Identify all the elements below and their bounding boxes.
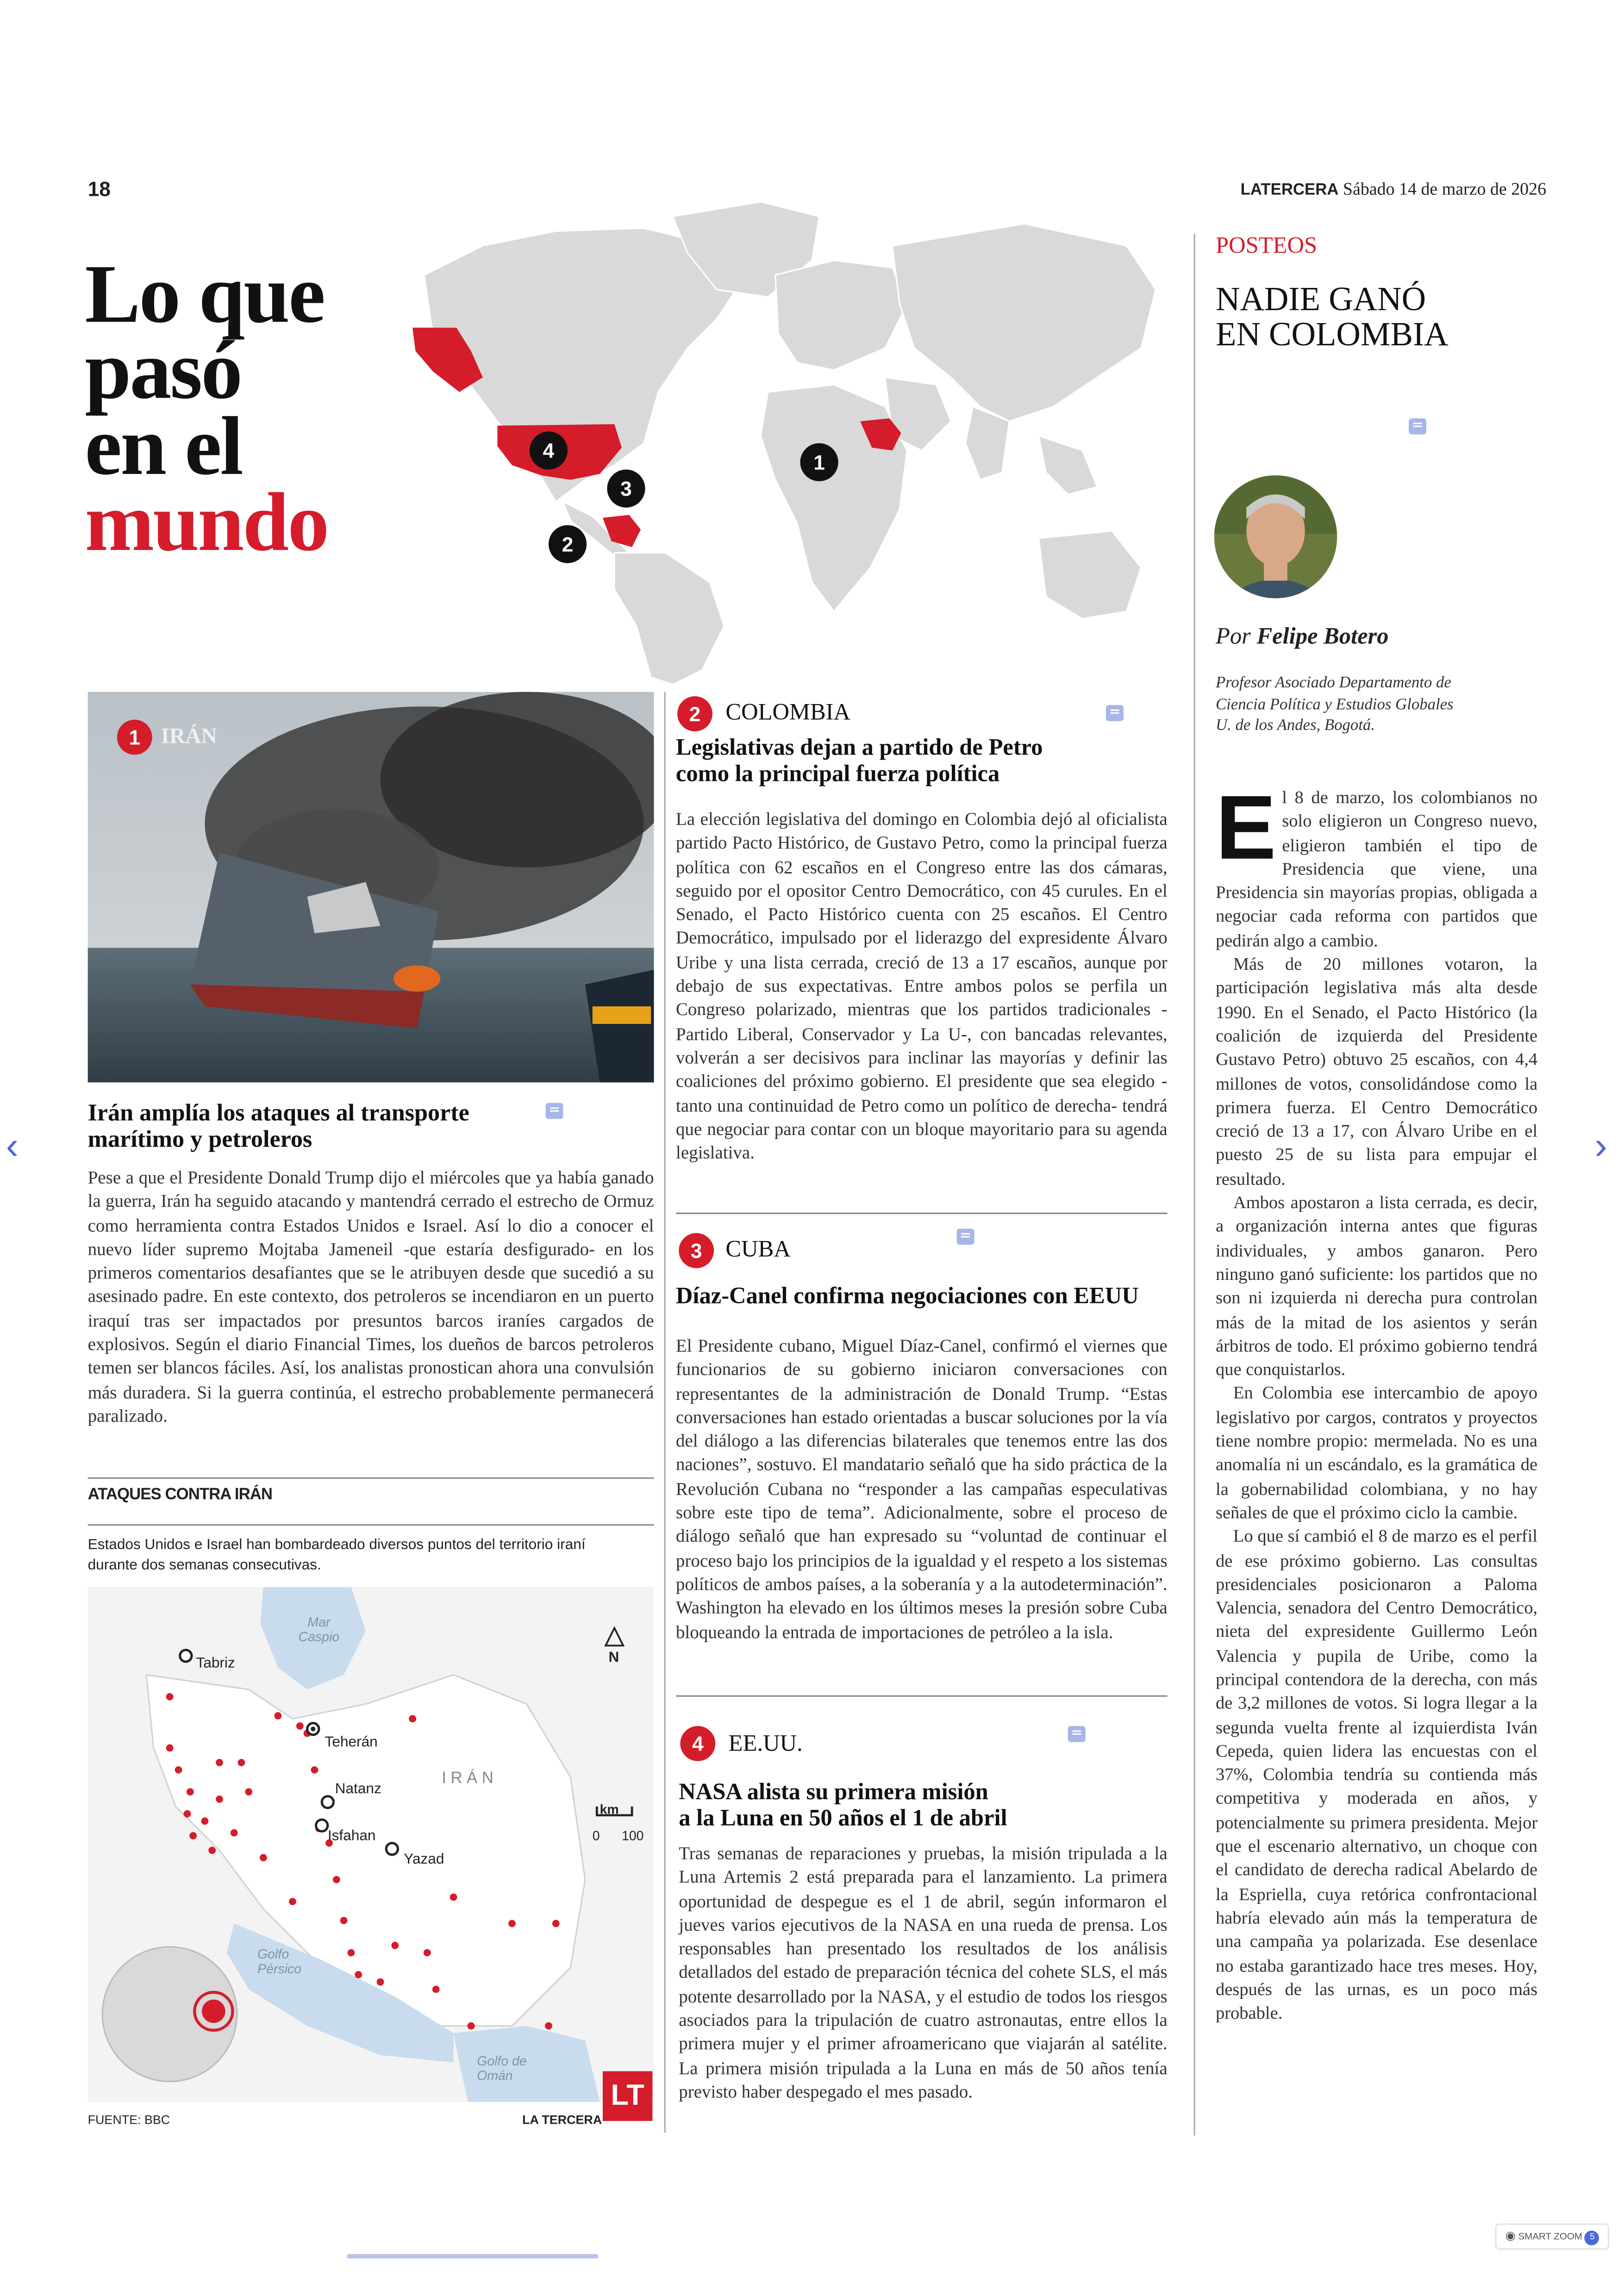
ship-fire-photo (88, 692, 654, 1083)
lt-logo: LT (603, 2071, 652, 2121)
column-section: POSTEOS (1215, 234, 1318, 259)
prev-page-button[interactable]: ‹ (6, 1123, 19, 1167)
map-label-natanz: Natanz (335, 1781, 381, 1798)
map-marker-1: 1 (800, 443, 838, 481)
map-marker-4: 4 (527, 429, 571, 473)
story2-body: La elección legislativa del domingo en Colombia dejó al oficialista partido Pacto Histórico, de Gustavo Petro, como la principal fuerza política con 62 escaños en el Congreso entre las dos cámaras, seguido por el opositor Centro Democrático, con 45 curules. En el Senado, el Pacto Histórico cuenta con 25 escaños. El Centro Democrático, impulsado por el liderazgo del expresidente Álvaro Uribe y una lista cerrada, creció de 13 a 17 escaños, aunque por debajo de sus expectativas. Entre ambos polos se perfila un Congreso polarizado, mientras que los partidos tradicionales -Partido Liberal, Conservador y La U-, con bancadas relevantes, volverán a ser decisivos para inclinar las mayorías y definir las coaliciones del próximo gobierno. El presidente que sea elegido -tanto una continuidad de Petro como un político de derecha- tendrá que negociar para contar con un bloque mayoritario para su agenda legislativa. (675, 809, 1168, 1163)
column-paragraph: l 8 de marzo, los colombianos no solo eligieron un Congreso nuevo, eligieron también el tipo de Presidencia que viene, una Presidencia sin mayorías propias, obligada a negociar cada reforma con partidos que pedirán algo a cambio. (1215, 787, 1538, 951)
byline-prefix: Por (1215, 624, 1251, 650)
story4-headline (679, 1780, 1147, 1833)
infographic-caption: Estados Unidos e Israel han bombardeado diversos puntos del territorio iraní durante dos semanas consecutivas. (87, 1537, 586, 1574)
page-number: 18 (87, 177, 111, 200)
divider (88, 1524, 654, 1526)
page-title (85, 249, 328, 569)
scale-min: 0 (592, 1828, 600, 1843)
divider (676, 1213, 1168, 1214)
column-title-line: NADIE GANÓ (1215, 281, 1426, 318)
author-bio: Profesor Asociado Departamento de Ciencia Política y Estudios Globales U. de los Andes, Bogotá. (1215, 674, 1454, 735)
story4-headline-line: NASA alista su primera misión (679, 1780, 988, 1805)
story3-headline: Díaz-Canel confirma negociaciones con EEUU (675, 1284, 1139, 1310)
map-south-america (614, 553, 724, 684)
column-paragraph: Más de 20 millones votaron, la participación legislativa más alta desde 1990. En el Senado, el Pacto Histórico (la coalición de izquierda del Presidente Gustavo Petro) obtuvo 25 escaños, con 4,4 millones de votos, consolidándose como la primera fuerza. El Centro Democrático creció de 13 a 17, con Álvaro Uribe en el puesto 25 de su lista para empujar el resultado. (1215, 954, 1538, 1189)
story4-body: Tras semanas de reparaciones y pruebas, la misión tripulada a la Luna Artemis 2 está preparada para el lanzamiento. La primera oportunidad de despegue es el 1 de abril, según informaron el jueves varios ejecutivos de la NASA en una rueda de prensa. Los responsables han presentado los resultados de los análisis detallados del estado de preparación técnica del cohete SLS, el más potente desarrollado por la NASA, y el estudio de todos los riesgos asociados para la tripulación de cuatro astronautas, entre ellos la primera mujer y el primer afroamericano que viajarán al satélite. La primera misión tripulada a la Luna en más de 50 años tenía previsto haber despegado el mes pasado. (679, 1843, 1168, 2102)
scroll-progress[interactable] (347, 2254, 599, 2258)
map-label-caspian: Mar Caspio (298, 1615, 340, 1644)
column-body (1215, 778, 1538, 2025)
north-arrow-label: N (608, 1650, 619, 1666)
map-label-isfahan: Isfahan (327, 1828, 376, 1845)
map-australia (1039, 531, 1141, 619)
map-marker-2: 2 (549, 525, 587, 563)
story1-annotation-chip[interactable] (546, 1103, 563, 1119)
map-marker-3: 3 (607, 469, 645, 507)
story4-headline-line: a la Luna en 50 años el 1 de abril (679, 1806, 1007, 1832)
drop-cap: E (1215, 778, 1276, 879)
smart-zoom-label: SMART ZOOM (1518, 2232, 1582, 2243)
scale-unit: km (600, 1802, 619, 1817)
infographic-source: FUENTE: BBC (87, 2112, 170, 2127)
map-label-yazad: Yazad (404, 1852, 444, 1868)
column-paragraph: En Colombia ese intercambio de apoyo legislativo por cargos, contratos y proyectos tiene nombre propio: mermelada. No es una anomalía ni un escándalo, es la gramática de la gobernabilidad colombiana, y no hay señales de que el próximo ciclo la cambie. (1215, 1383, 1538, 1523)
story1-number-badge: 1 (117, 720, 152, 755)
divider (676, 1695, 1168, 1696)
story4-country: EE.UU. (728, 1732, 803, 1757)
map-label-iran: IRÁN (442, 1770, 498, 1788)
story2-country: COLOMBIA (725, 700, 851, 726)
story4-number-badge: 4 (680, 1726, 715, 1761)
map-label-tabriz: Tabriz (196, 1656, 235, 1672)
story3-annotation-chip[interactable] (957, 1229, 974, 1245)
smart-zoom-button[interactable] (1495, 2223, 1610, 2250)
author-photo (1214, 475, 1337, 598)
column-paragraph: Lo que sí cambió el 8 de marzo es el perfil de ese próximo gobierno. Las consultas presidenciales posicionaron a Paloma Valencia, senadora del Centro Democrático, nieta del expresidente Guillermo León Valencia y pupila de Uribe, como la principal contendora de la derecha, con más de 3,2 millones de votos. Si logra llegar a la segunda vuelta frente al izquierdista Iván Cepeda, quien lidera las encuestas con el 37%, Colombia tendría su contienda más competitiva y moderada en años, y potencialmente su primera presidenta. Mejor que el escenario alternativo, un choque con el candidato de derecha radical Abelardo de la Espriella, cuya retórica confrontacional habría elevado aún más la temperatura de una campaña ya polarizada. Ese desenlace no estaba garantizado hace tres meses. Hoy, después de las urnas, es un poco más probable. (1215, 1526, 1538, 2023)
scale-max: 100 (622, 1828, 644, 1843)
eye-icon: ◉ (1505, 2229, 1516, 2243)
story4-annotation-chip[interactable] (1068, 1726, 1086, 1742)
author-name: Felipe Botero (1256, 624, 1389, 650)
title-line: Lo que (85, 249, 324, 341)
issue-date: Sábado 14 de marzo de 2026 (1343, 178, 1547, 199)
story3-number-badge: 3 (679, 1233, 714, 1268)
map-se-asia (1039, 436, 1097, 494)
next-page-button[interactable]: › (1594, 1123, 1607, 1167)
story2-annotation-chip[interactable] (1106, 705, 1124, 721)
story1-body: Pese a que el Presidente Donald Trump dijo el miércoles que ya había ganado la guerra, Irán ha seguido atacando y mantendrá cerrado el estrecho de Ormuz como herramienta contra Estados Unidos e Israel. Así lo dio a conocer el nuevo líder supremo Mojtaba Jameneil -que estaría desfigurado- en los primeros comentarios desafiantes que se le atribuyen desde que sucedió a su asesinado padre. En este contexto, dos petroleros se incendiaron en un puerto iraquí tras ser impactados por presuntos barcos iraníes cargados de explosivos. Según el diario Financial Times, los dueños de barcos petroleros temen ser blancos fáciles. Así, los analistas pronostican ahora una convulsión más duradera. Si la guerra continúa, el estrecho probablemente permanecerá paralizado. (87, 1167, 654, 1426)
masthead-date (1241, 179, 1546, 200)
world-map (395, 187, 1170, 684)
map-label-persian-gulf: Golfo Pérsico (257, 1946, 302, 1977)
column-divider (1194, 234, 1195, 2136)
story2-headline: Legislativas dejan a partido de Petro como la principal fuerza política (675, 736, 1043, 786)
author-byline (1216, 624, 1389, 651)
column-annotation-chip[interactable] (1409, 418, 1426, 435)
title-line-accent: mundo (85, 477, 328, 569)
story2-number-badge: 2 (677, 696, 712, 731)
column-title-line: EN COLOMBIA (1215, 316, 1449, 353)
title-line: pasó (85, 324, 242, 417)
column-divider (664, 692, 666, 2133)
story1-headline: Irán amplía los ataques al transporte marítimo y petroleros (87, 1098, 469, 1153)
column-title (1216, 282, 1449, 353)
title-line: en el (85, 400, 242, 493)
story1-country: IRÁN (161, 725, 217, 749)
infographic-title: ATAQUES CONTRA IRÁN (87, 1486, 273, 1504)
map-africa (761, 385, 907, 611)
map-label-gulf-oman: Golfo de Omán (477, 2053, 527, 2083)
column-paragraph: Ambos apostaron a lista cerrada, es decir, a organización interna antes que figuras individuales, y ambos ganaron. Pero ninguno ganó suficiente: los partidos que no son ni izquierda ni derecha pura controlan más de la mitad de los asientos y serán árbitros de todo. El próximo gobierno tendrá que conquistarlos. (1215, 1192, 1538, 1380)
map-europe (775, 260, 907, 370)
divider (88, 1478, 654, 1479)
story3-body: El Presidente cubano, Miguel Díaz-Canel, confirmó el viernes que funcionarios de su gobierno iniciaron conversaciones con representantes de la administración de Donald Trump. “Estas conversaciones han estado orientadas a buscar soluciones por la vía del diálogo a las diferencias bilaterales que tenemos entre las dos naciones”, sostuvo. El mandatario señaló que ha sido práctica de la Revolución Cubana no “responder a las campañas especulativas sobre este tipo de tema”. Adicionalmente, sobre el proceso de diálogo señaló que han expresado su “voluntad de continuar el proceso bajo los principios de la igualdad y el respeto a los sistemas políticos de ambos países, a la soberanía y a la autodeterminación”. Washington ha elevado en los últimos meses la presión sobre Cuba bloqueando la entrada de importaciones de petróleo a la isla. (675, 1335, 1168, 1642)
story3-country: CUBA (725, 1237, 791, 1263)
infographic-credit: LA TERCERA (522, 2112, 602, 2127)
brand-name: LATERCERA (1240, 181, 1339, 199)
zoom-count: 5 (1585, 2231, 1600, 2245)
map-label-teheran: Teherán (325, 1734, 378, 1751)
